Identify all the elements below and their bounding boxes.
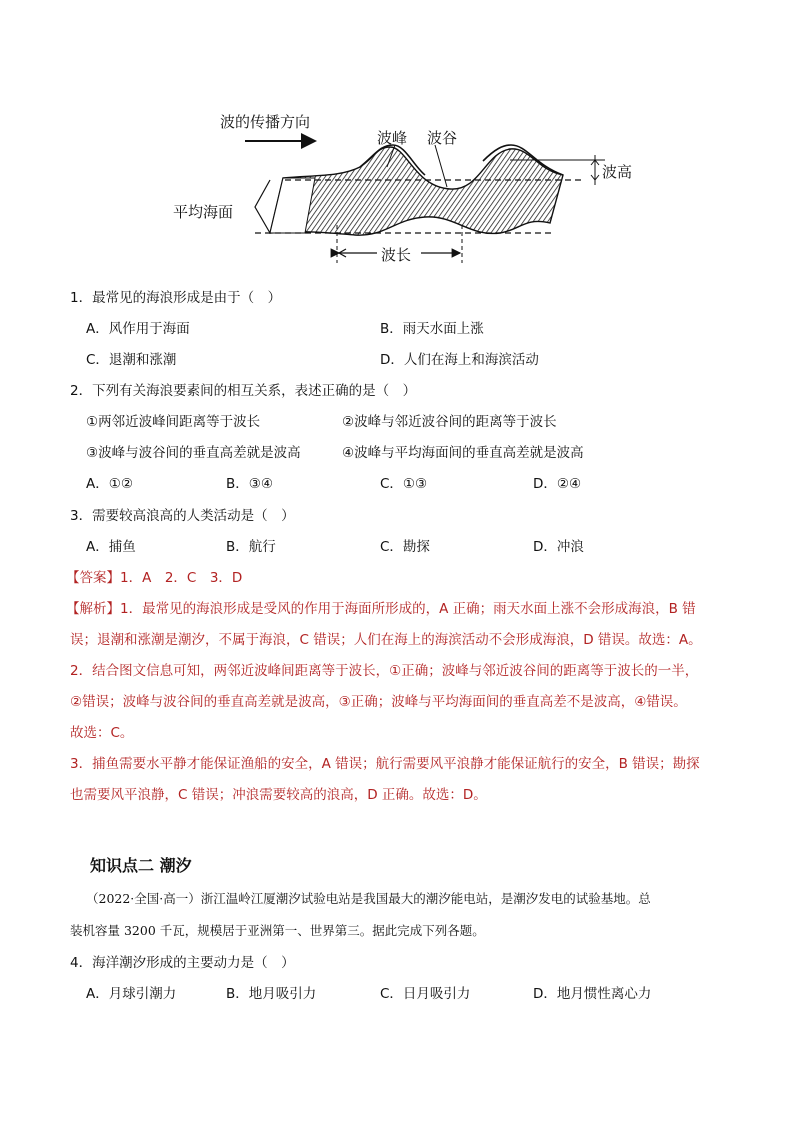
q3-option-a: A．捕鱼 [86,539,136,555]
analysis-text-1: 1．最常见的海浪形成是受风的作用于海面所形成的，A 正确；雨天水面上涨不会形成海浪，B 错 [120,601,696,617]
trough-leader [435,145,447,187]
q4-stem: 4．海洋潮汐形成的主要动力是（ ） [70,955,295,971]
mean-sea-brace [255,180,270,233]
q4-option-b: B．地月吸引力 [226,986,317,1002]
q4-option-d: D．地月惯性离心力 [533,986,652,1002]
q4-option-c: C．日月吸引力 [380,986,471,1002]
q3-option-b: B．航行 [226,539,276,555]
wavelength-label: 波长 [381,246,412,264]
direction-label: 波的传播方向 [220,113,311,131]
analysis-line-7: 也需要风平浪静，C 错误；冲浪需要较高的浪高，D 正确。故选：D。 [70,787,487,803]
q2-stem: 2．下列有关海浪要素间的相互关系，表述正确的是（ ） [70,383,417,399]
answer-line [66,568,242,588]
crest-label: 波峰 [377,129,408,147]
wave-figure [165,105,645,270]
q2-option-d: D．②④ [533,476,582,492]
q1-option-c: C．退潮和涨潮 [86,352,177,368]
analysis-line-1 [66,599,730,619]
q4-option-a: A．月球引潮力 [86,986,177,1002]
q1-option-d: D．人们在海上和海滨活动 [380,352,539,368]
analysis-line-2: 误；退潮和涨潮是潮汐，不属于海浪，C 错误；人们在海上的海滨活动不会形成海浪，D 错误。故选：A。 [70,632,702,648]
analysis-tag: 【解析】 [66,601,120,617]
section-title: 知识点二 潮汐 [90,856,192,875]
q2-statement-2: ②波峰与邻近波谷间的距离等于波长 [342,414,557,430]
q1-option-b: B．雨天水面上涨 [380,321,484,337]
q2-option-a: A．①② [86,476,133,492]
q2-option-b: B．③④ [226,476,273,492]
analysis-line-4: ②错误；波峰与波谷间的垂直高差就是波高，③正确；波峰与平均海面间的垂直高差不是波高，④错误。 [70,694,687,710]
mean-sea-label: 平均海面 [173,203,234,221]
q3-option-c: C．勘探 [380,539,430,555]
section-intro-line-2: 装机容量 3200 千瓦，规模居于亚洲第一、世界第三。据此完成下列各题。 [70,923,485,938]
q1-stem: 1．最常见的海浪形成是由于（ ） [70,290,282,306]
q2-option-c: C．①③ [380,476,428,492]
answer-text: 1．A 2．C 3．D [120,570,243,586]
q3-option-d: D．冲浪 [533,539,584,555]
q2-statement-4: ④波峰与平均海面间的垂直高差就是波高 [342,445,584,461]
analysis-line-5: 故选：C。 [70,725,134,741]
answer-tag: 【答案】 [66,570,120,586]
trough-label: 波谷 [427,129,458,147]
analysis-line-6: 3．捕鱼需要水平静才能保证渔船的安全，A 错误；航行需要风平浪静才能保证航行的安全，B 错误；勘探 [70,756,700,772]
q2-statement-1: ①两邻近波峰间距离等于波长 [86,414,261,430]
q2-statement-3: ③波峰与波谷间的垂直高差就是波高 [86,445,301,461]
q1-option-a: A．风作用于海面 [86,321,190,337]
analysis-line-3: 2．结合图文信息可知，两邻近波峰间距离等于波长，①正确；波峰与邻近波谷间的距离等于波长的一半， [70,663,699,679]
height-label: 波高 [602,163,633,181]
section-intro-line-1: （2022·全国·高一）浙江温岭江厦潮汐试验电站是我国最大的潮汐能电站，是潮汐发电的试验基地。总 [86,891,651,906]
q3-stem: 3．需要较高浪高的人类活动是（ ） [70,508,295,524]
